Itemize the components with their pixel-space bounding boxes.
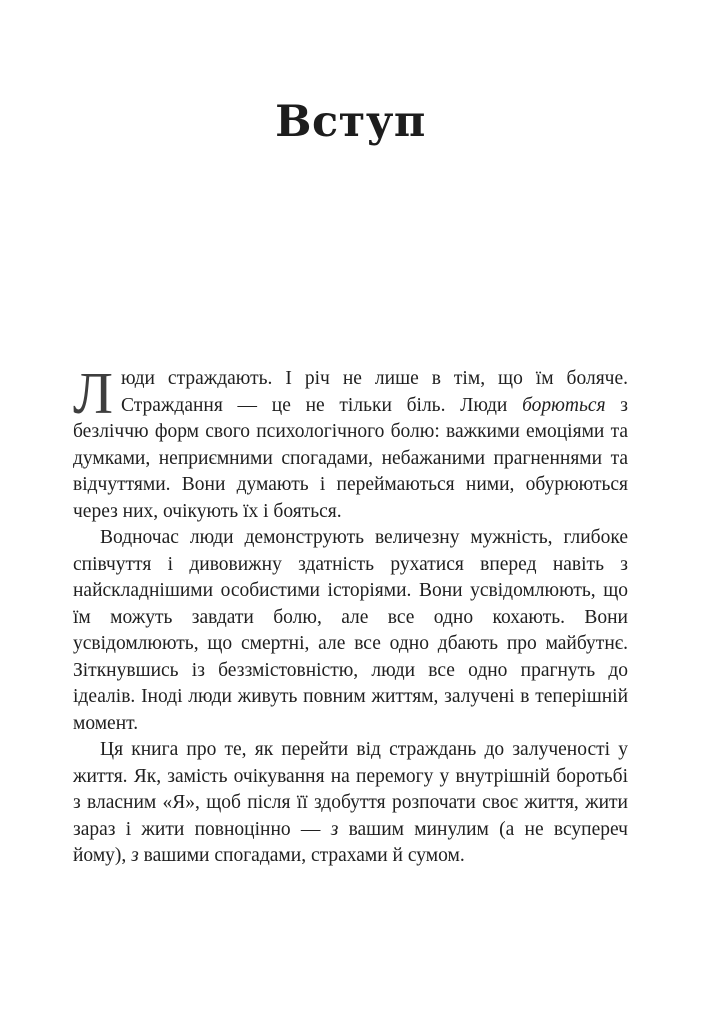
text-run: юди страждають. І річ не лише в тім, що їм боляче. Страждання — це не тільки біль. Люди (121, 368, 628, 416)
text-run: вашим минулим (а не всупереч йому), (73, 818, 628, 866)
text-run-italic: з (330, 818, 339, 840)
body-text (73, 360, 628, 870)
text-run: Водночас люди демонструють величезну мужність, глибоке співчуття і дивовижну здатність рухатися вперед навіть з найскладнішими особистими історіями. Вони усвідомлюють, що їм можуть завдати болю, але все одно кохають. Вони усвідомлюють, що смертні, але все одно дбають про майбутнє. Зіткнувшись із беззмістовністю, люди все одно прагнуть до ідеалів. Іноді люди живуть повним життям, залучені в теперішній момент. (73, 527, 628, 734)
paragraph-2 (73, 525, 628, 737)
text-run: Ця книга про те, як перейти від страждань до залученості у життя. Як, замість очікування на перемогу у внутрішній боротьбі з власним «Я», щоб після її здобуття розпочати своє життя, жити зараз і жити повноцінно — (73, 739, 628, 840)
text-run-italic: з (131, 845, 139, 866)
chapter-title: Вступ (275, 97, 426, 147)
text-run-italic: борються (522, 394, 606, 416)
dropcap-letter: Л (73, 360, 114, 426)
text-run: вашими спогадами, страхами й сумом. (138, 845, 465, 866)
text-run: з безліччю форм свого психологічного болю: важкими емоціями та думками, неприємними спогадами, небажаними прагненнями та відчуттями. Вони думають і переймаються ними, обурюються через них, очікують їх і бояться. (73, 394, 628, 522)
paragraph-3 (73, 737, 628, 870)
paragraph-1 (73, 360, 628, 525)
